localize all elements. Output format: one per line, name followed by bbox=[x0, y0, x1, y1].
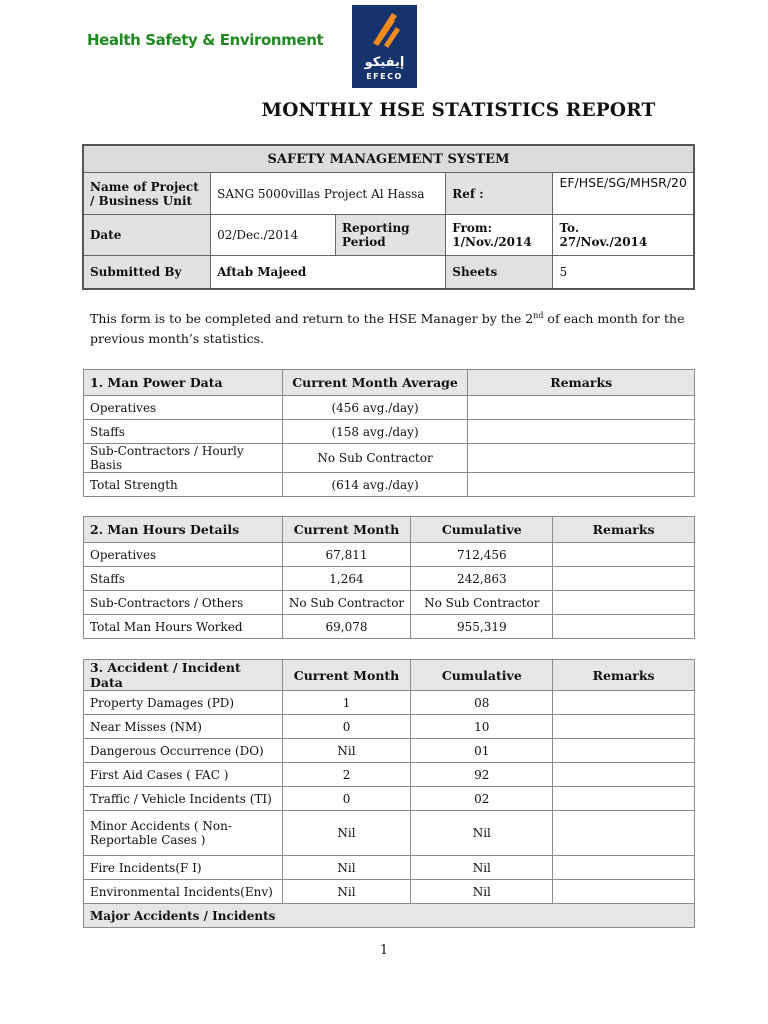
accidents-header-0: 3. Accident / Incident Data bbox=[84, 660, 283, 691]
row-label: Total Strength bbox=[84, 473, 283, 497]
table-cell bbox=[553, 763, 695, 787]
table-cell: 1 bbox=[282, 691, 411, 715]
manhours-header-2: Cumulative bbox=[411, 517, 553, 543]
table-cell bbox=[468, 473, 695, 497]
efeco-mark-icon bbox=[352, 5, 417, 55]
table-cell: No Sub Contractor bbox=[282, 591, 411, 615]
table-cell: Nil bbox=[282, 880, 411, 904]
table-cell: (456 avg./day) bbox=[282, 396, 468, 420]
accidents-rows bbox=[84, 691, 695, 904]
submitted-label: Submitted By bbox=[83, 256, 211, 289]
table-cell bbox=[553, 615, 695, 639]
table-row bbox=[84, 396, 695, 420]
period-from bbox=[446, 215, 553, 256]
table-row bbox=[84, 739, 695, 763]
row-label: Fire Incidents(F I) bbox=[84, 856, 283, 880]
manhours-header-3: Remarks bbox=[553, 517, 695, 543]
table-cell: Nil bbox=[282, 811, 411, 856]
instructions-text-end: of each month for the previous month’s statistics. bbox=[90, 311, 685, 346]
table-cell bbox=[553, 856, 695, 880]
row-label: Operatives bbox=[84, 396, 283, 420]
table-cell: 67,811 bbox=[282, 543, 411, 567]
logo-latin-text: EFECO bbox=[366, 72, 403, 81]
to-value: 27/Nov./2014 bbox=[559, 235, 648, 249]
sheets-label: Sheets bbox=[446, 256, 553, 289]
sheets-value: 5 bbox=[553, 256, 694, 289]
instructions bbox=[90, 309, 690, 349]
safety-management-table bbox=[82, 144, 695, 290]
reporting-period-label: Reporting Period bbox=[336, 215, 446, 256]
table-cell bbox=[553, 567, 695, 591]
table-cell: 02 bbox=[411, 787, 553, 811]
table-cell bbox=[553, 811, 695, 856]
table-cell: 1,264 bbox=[282, 567, 411, 591]
table-row bbox=[84, 811, 695, 856]
manpower-rows bbox=[84, 396, 695, 497]
table-cell bbox=[553, 543, 695, 567]
table-cell: 712,456 bbox=[411, 543, 553, 567]
row-label: Sub-Contractors / Others bbox=[84, 591, 283, 615]
table-cell: (158 avg./day) bbox=[282, 420, 468, 444]
ref-value: EF/HSE/SG/MHSR/20 bbox=[553, 173, 694, 215]
manhours-header-0: 2. Man Hours Details bbox=[84, 517, 283, 543]
table-row bbox=[84, 567, 695, 591]
table-row bbox=[84, 787, 695, 811]
row-label: First Aid Cases ( FAC ) bbox=[84, 763, 283, 787]
accidents-header-3: Remarks bbox=[553, 660, 695, 691]
table-cell: (614 avg./day) bbox=[282, 473, 468, 497]
table-cell: 955,319 bbox=[411, 615, 553, 639]
manpower-header-1: Current Month Average bbox=[282, 370, 468, 396]
row-label: Near Misses (NM) bbox=[84, 715, 283, 739]
submitted-value: Aftab Majeed bbox=[211, 256, 446, 289]
table-cell: 08 bbox=[411, 691, 553, 715]
date-value: 02/Dec./2014 bbox=[211, 215, 336, 256]
table-cell: 92 bbox=[411, 763, 553, 787]
table-cell bbox=[553, 591, 695, 615]
row-label: Total Man Hours Worked bbox=[84, 615, 283, 639]
table-cell: 10 bbox=[411, 715, 553, 739]
table-cell: Nil bbox=[411, 856, 553, 880]
table-cell bbox=[468, 396, 695, 420]
logo-arabic-text: إيفيكو bbox=[364, 55, 405, 70]
row-label: Property Damages (PD) bbox=[84, 691, 283, 715]
table-cell bbox=[553, 691, 695, 715]
manhours-rows bbox=[84, 543, 695, 639]
table-cell bbox=[468, 444, 695, 473]
table-row bbox=[84, 591, 695, 615]
row-label: Sub-Contractors / Hourly Basis bbox=[84, 444, 283, 473]
table-cell: 01 bbox=[411, 739, 553, 763]
table-row bbox=[84, 880, 695, 904]
table-cell: 2 bbox=[282, 763, 411, 787]
table-cell: No Sub Contractor bbox=[411, 591, 553, 615]
system-heading: SAFETY MANAGEMENT SYSTEM bbox=[83, 145, 694, 173]
row-label: Dangerous Occurrence (DO) bbox=[84, 739, 283, 763]
from-value: 1/Nov./2014 bbox=[452, 235, 532, 249]
manpower-table bbox=[83, 369, 695, 497]
table-row bbox=[84, 691, 695, 715]
table-cell: Nil bbox=[411, 811, 553, 856]
page-number: 1 bbox=[379, 943, 389, 958]
manhours-header-1: Current Month bbox=[282, 517, 411, 543]
from-label: From: bbox=[452, 221, 493, 235]
instructions-text: This form is to be completed and return to the HSE Manager by the 2 bbox=[90, 311, 534, 326]
table-cell bbox=[553, 787, 695, 811]
table-row bbox=[84, 444, 695, 473]
table-cell: No Sub Contractor bbox=[282, 444, 468, 473]
accidents-header-1: Current Month bbox=[282, 660, 411, 691]
table-cell: 0 bbox=[282, 787, 411, 811]
table-row bbox=[84, 473, 695, 497]
table-cell: Nil bbox=[282, 739, 411, 763]
table-cell bbox=[553, 739, 695, 763]
instructions-sup: nd bbox=[533, 310, 544, 320]
table-cell: Nil bbox=[411, 880, 553, 904]
table-cell bbox=[553, 715, 695, 739]
report-title: MONTHLY HSE STATISTICS REPORT bbox=[261, 100, 656, 121]
table-cell: 242,863 bbox=[411, 567, 553, 591]
table-row bbox=[84, 763, 695, 787]
row-label: Minor Accidents ( Non-Reportable Cases ) bbox=[84, 811, 283, 856]
project-label: Name of Project / Business Unit bbox=[83, 173, 211, 215]
period-to bbox=[553, 215, 694, 256]
table-row bbox=[84, 856, 695, 880]
table-row bbox=[84, 543, 695, 567]
date-label: Date bbox=[83, 215, 211, 256]
row-label: Environmental Incidents(Env) bbox=[84, 880, 283, 904]
table-row bbox=[84, 715, 695, 739]
row-label: Operatives bbox=[84, 543, 283, 567]
to-label: To. bbox=[559, 221, 579, 235]
table-cell: 69,078 bbox=[282, 615, 411, 639]
table-cell bbox=[553, 880, 695, 904]
project-value: SANG 5000villas Project Al Hassa bbox=[211, 173, 446, 215]
major-accidents-label: Major Accidents / Incidents bbox=[84, 904, 695, 928]
table-row bbox=[84, 420, 695, 444]
manhours-table bbox=[83, 516, 695, 639]
row-label: Staffs bbox=[84, 420, 283, 444]
manpower-header-2: Remarks bbox=[468, 370, 695, 396]
table-row bbox=[84, 615, 695, 639]
efeco-logo bbox=[352, 5, 417, 88]
table-cell: Nil bbox=[282, 856, 411, 880]
accidents-table bbox=[83, 659, 695, 928]
row-label: Staffs bbox=[84, 567, 283, 591]
table-cell: 0 bbox=[282, 715, 411, 739]
hse-title: Health Safety & Environment bbox=[87, 31, 324, 49]
table-cell bbox=[468, 420, 695, 444]
row-label: Traffic / Vehicle Incidents (TI) bbox=[84, 787, 283, 811]
manpower-header-0: 1. Man Power Data bbox=[84, 370, 283, 396]
accidents-header-2: Cumulative bbox=[411, 660, 553, 691]
ref-label: Ref : bbox=[446, 173, 553, 215]
